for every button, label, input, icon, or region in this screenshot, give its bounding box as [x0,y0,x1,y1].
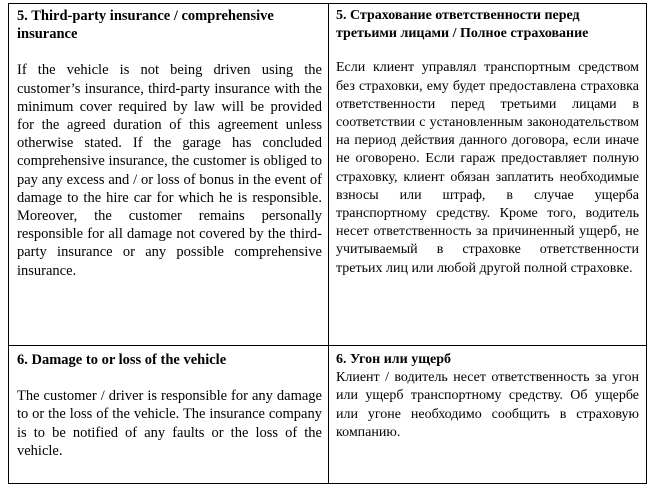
bilingual-terms-table [8,3,647,484]
section-5-russian-heading: 5. Страхование ответственности перед третьими лицами / Полное страхование [336,8,589,42]
section-5-english-heading: 5. Third-party insurance / comprehensive insurance [17,8,274,43]
section-6-russian-heading: 6. Угон или ущерб [336,352,452,367]
section-5-russian-cell [329,4,646,345]
section-5-english-cell [9,4,328,345]
section-6-russian-body: Клиент / водитель несет ответственность за угон или ущерб транспортному средству. Об ущербе или угоне необходимо сообщить в страховую компанию. [336,370,639,440]
section-6-english-heading: 6. Damage to or loss of the vehicle [17,352,227,368]
section-6-russian-cell [329,346,646,483]
section-5-english-body: If the vehicle is not being driven using the customer’s insurance, third-party insurance with the minimum cover required by law will be provided for the agreed duration of this agreement unless otherwise stated. If the garage has concluded comprehensive insurance, the customer is obliged to pay any excess and / or loss of bonus in the event of damage to the hire car for which he is responsible. Moreover, the customer remains personally responsible for all damage not covered by the third-party insurance or any possible comprehensive insurance. [17,62,322,279]
section-6-english-body: The customer / driver is responsible for any damage to or the loss of the vehicle. The insurance company is to be notified of any faults or the loss of the vehicle. [17,388,322,459]
section-5-russian-body: Если клиент управлял транспортным средством без страховки, ему будет предоставлена страховка ответственности перед третьими лицами в соответствии с установленным законодательством на период действия данного договора, если иначе не оговорено. Если гараж предоставляет полную страховку, клиент обязан заплатить необходимые взносы или штраф, в случае ущерба транспортному средству. Кроме того, водитель несет ответственность за причиненный ущерб, не учитываемый в страховке ответственности третьих лиц или любой другой полной страховке. [336,60,639,276]
section-6-english-cell [9,346,328,483]
